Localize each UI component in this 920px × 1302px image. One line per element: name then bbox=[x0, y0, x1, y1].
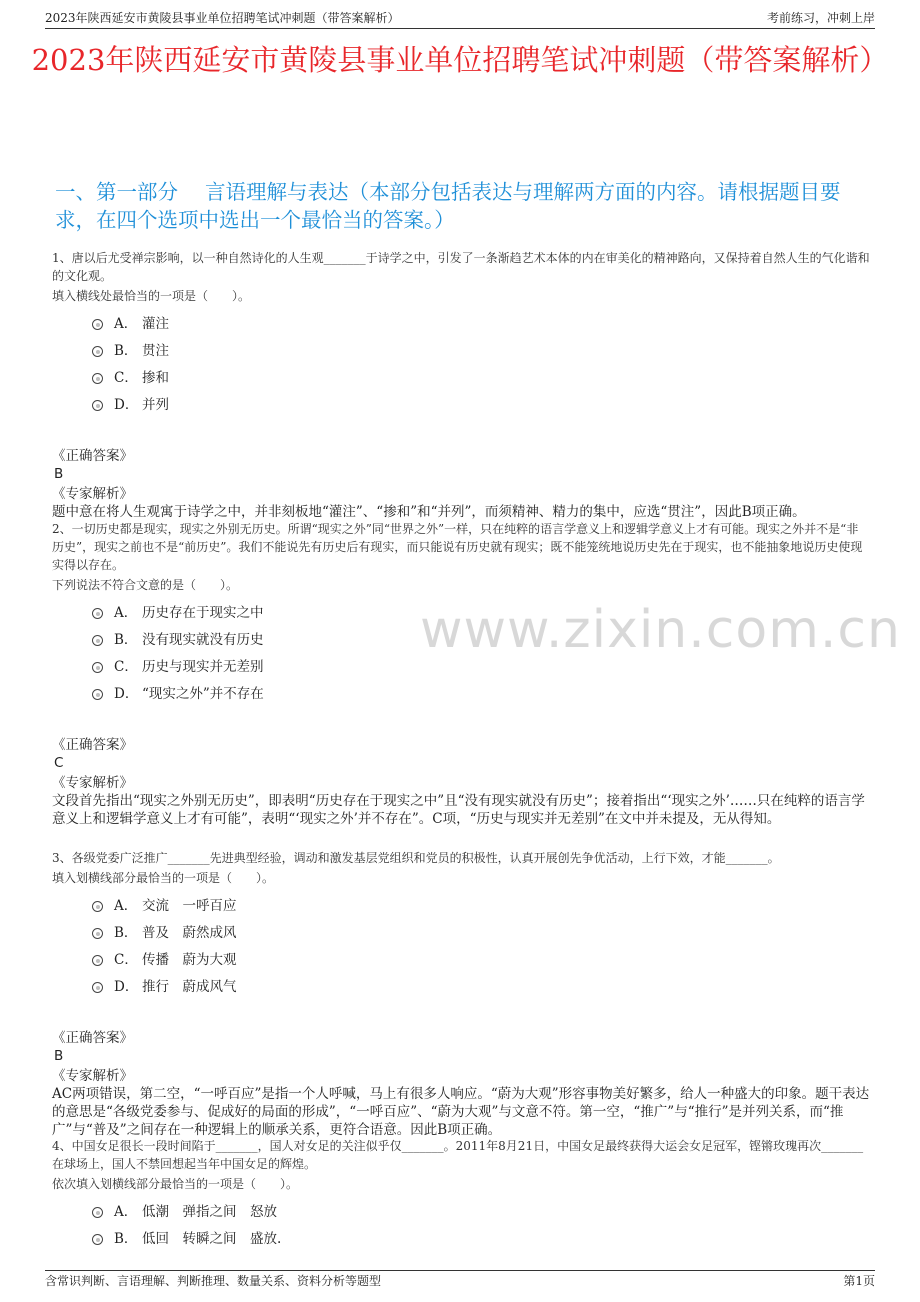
option-b[interactable]: B． 贯注 bbox=[92, 338, 870, 365]
page-footer bbox=[45, 1270, 875, 1289]
option-list bbox=[92, 1199, 870, 1253]
answer-label: 《正确答案》 bbox=[52, 737, 133, 753]
section-heading: 一、第一部分 言语理解与表达（本部分包括表达与理解两方面的内容。请根据题目要求，在四个选项中选出一个最恰当的答案。） bbox=[55, 180, 841, 232]
analysis-label: 《专家解析》 bbox=[52, 486, 133, 502]
answer-label: 《正确答案》 bbox=[52, 448, 133, 464]
question-3 bbox=[52, 849, 870, 1139]
option-d[interactable]: D． 并列 bbox=[92, 392, 870, 419]
question-prompt: 填入划横线部分最恰当的一项是（ ）。 bbox=[52, 871, 275, 885]
question-stem: 4、中国女足很长一段时间陷于_______，国人对女足的关注似乎仅_______。2011年8月21日，中国女足最终获得大运会女足冠军，铿锵玫瑰再次_______在球场上，国人不禁回想起当年中国女足的辉煌。 bbox=[52, 1139, 864, 1171]
radio-icon[interactable] bbox=[92, 928, 103, 939]
footer-topics: 含常识判断、言语理解、判断推理、数量关系、资料分析等题型 bbox=[45, 1274, 382, 1288]
option-a[interactable]: A． 历史存在于现实之中 bbox=[92, 600, 870, 627]
radio-icon[interactable] bbox=[92, 400, 103, 411]
question-stem: 3、各级党委广泛推广_______先进典型经验，调动和激发基层党组织和党员的积极性，认真开展创先争优活动，上行下效，才能_______。 bbox=[52, 851, 780, 865]
option-list bbox=[92, 311, 870, 419]
analysis-label: 《专家解析》 bbox=[52, 1068, 133, 1084]
answer-label: 《正确答案》 bbox=[52, 1030, 133, 1046]
answer-value: B bbox=[54, 1048, 64, 1064]
analysis-text: 题中意在将人生观寓于诗学之中，并非刻板地“灌注”、“掺和”和“并列”，而须精神、精力的集中，应选“贯注”，因此B项正确。 bbox=[52, 504, 806, 520]
question-2 bbox=[52, 520, 870, 828]
question-stem: 1、唐以后尤受禅宗影响，以一种自然诗化的人生观_______于诗学之中，引发了一条渐趋艺术本体的内在审美化的精神路向，又保持着自然人生的气化谐和的文化观。 bbox=[52, 251, 870, 283]
radio-icon[interactable] bbox=[92, 319, 103, 330]
option-list bbox=[92, 600, 870, 708]
radio-icon[interactable] bbox=[92, 982, 103, 993]
option-a[interactable]: A． 交流 一呼百应 bbox=[92, 893, 870, 920]
option-c[interactable]: C． 传播 蔚为大观 bbox=[92, 947, 870, 974]
radio-icon[interactable] bbox=[92, 901, 103, 912]
option-b[interactable]: B． 没有现实就没有历史 bbox=[92, 627, 870, 654]
option-c[interactable]: C． 历史与现实并无差别 bbox=[92, 654, 870, 681]
analysis-text: 文段首先指出“现实之外别无历史”，即表明“历史存在于现实之中”且“没有现实就没有历史”；接着指出“‘现实之外’……只在纯粹的语言学意义上和逻辑学意义上才有可能”，表明“‘现实之外’并不存在”。C项，“历史与现实并无差别”在文中并未提及，无从得知。 bbox=[52, 793, 865, 827]
option-d[interactable]: D． 推行 蔚成风气 bbox=[92, 974, 870, 1001]
page-header bbox=[45, 10, 875, 29]
radio-icon[interactable] bbox=[92, 373, 103, 384]
option-a[interactable]: A． 低潮 弹指之间 怒放 bbox=[92, 1199, 870, 1226]
watermark: www.zixin.com.cn bbox=[420, 600, 901, 660]
question-prompt: 下列说法不符合文意的是（ ）。 bbox=[52, 578, 239, 592]
answer-value: C bbox=[54, 755, 64, 771]
header-slogan: 考前练习，冲刺上岸 bbox=[766, 11, 875, 25]
question-4 bbox=[52, 1137, 870, 1253]
radio-icon[interactable] bbox=[92, 1234, 103, 1245]
page-number: 第1页 bbox=[843, 1274, 875, 1288]
option-d[interactable]: D． “现实之外”并不存在 bbox=[92, 681, 870, 708]
document-title: 2023年陕西延安市黄陵县事业单位招聘笔试冲刺题（带答案解析） bbox=[31, 43, 889, 77]
option-a[interactable]: A． 灌注 bbox=[92, 311, 870, 338]
radio-icon[interactable] bbox=[92, 1207, 103, 1218]
analysis-text: AC两项错误，第二空，“一呼百应”是指一个人呼喊，马上有很多人响应。“蔚为大观”形容事物美好繁多，给人一种盛大的印象。题干表达的意思是“各级党委参与、促成好的局面的形成”，“一呼百应”、“蔚为大观”与文意不符。第一空，“推广”与“推行”是并列关系，而“推广”与“普及”之间存在一种逻辑上的顺承关系，更符合语意。因此B项正确。 bbox=[52, 1086, 870, 1138]
header-doc-title: 2023年陕西延安市黄陵县事业单位招聘笔试冲刺题（带答案解析） bbox=[45, 11, 400, 25]
option-list bbox=[92, 893, 870, 1001]
radio-icon[interactable] bbox=[92, 346, 103, 357]
radio-icon[interactable] bbox=[92, 662, 103, 673]
option-c[interactable]: C． 掺和 bbox=[92, 365, 870, 392]
question-stem: 2、一切历史都是现实，现实之外别无历史。所谓“现实之外”同“世界之外”一样，只在纯粹的语言学意义上和逻辑学意义上才有可能。现实之外并不是“非历史”，现实之前也不是“前历史”。我们不能说先有历史后有现实，而只能说有历史就有现实；既不能笼统地说历史先在于现实，也不能抽象地说历史使现实得以存在。 bbox=[52, 522, 863, 572]
answer-value: B bbox=[54, 466, 64, 482]
analysis-label: 《专家解析》 bbox=[52, 775, 133, 791]
question-prompt: 依次填入划横线部分最恰当的一项是（ ）。 bbox=[52, 1177, 299, 1191]
option-b[interactable]: B． 普及 蔚然成风 bbox=[92, 920, 870, 947]
question-prompt: 填入横线处最恰当的一项是（ ）。 bbox=[52, 289, 251, 303]
radio-icon[interactable] bbox=[92, 689, 103, 700]
option-b[interactable]: B． 低回 转瞬之间 盛放. bbox=[92, 1226, 870, 1253]
question-1 bbox=[52, 249, 870, 521]
radio-icon[interactable] bbox=[92, 608, 103, 619]
radio-icon[interactable] bbox=[92, 635, 103, 646]
radio-icon[interactable] bbox=[92, 955, 103, 966]
